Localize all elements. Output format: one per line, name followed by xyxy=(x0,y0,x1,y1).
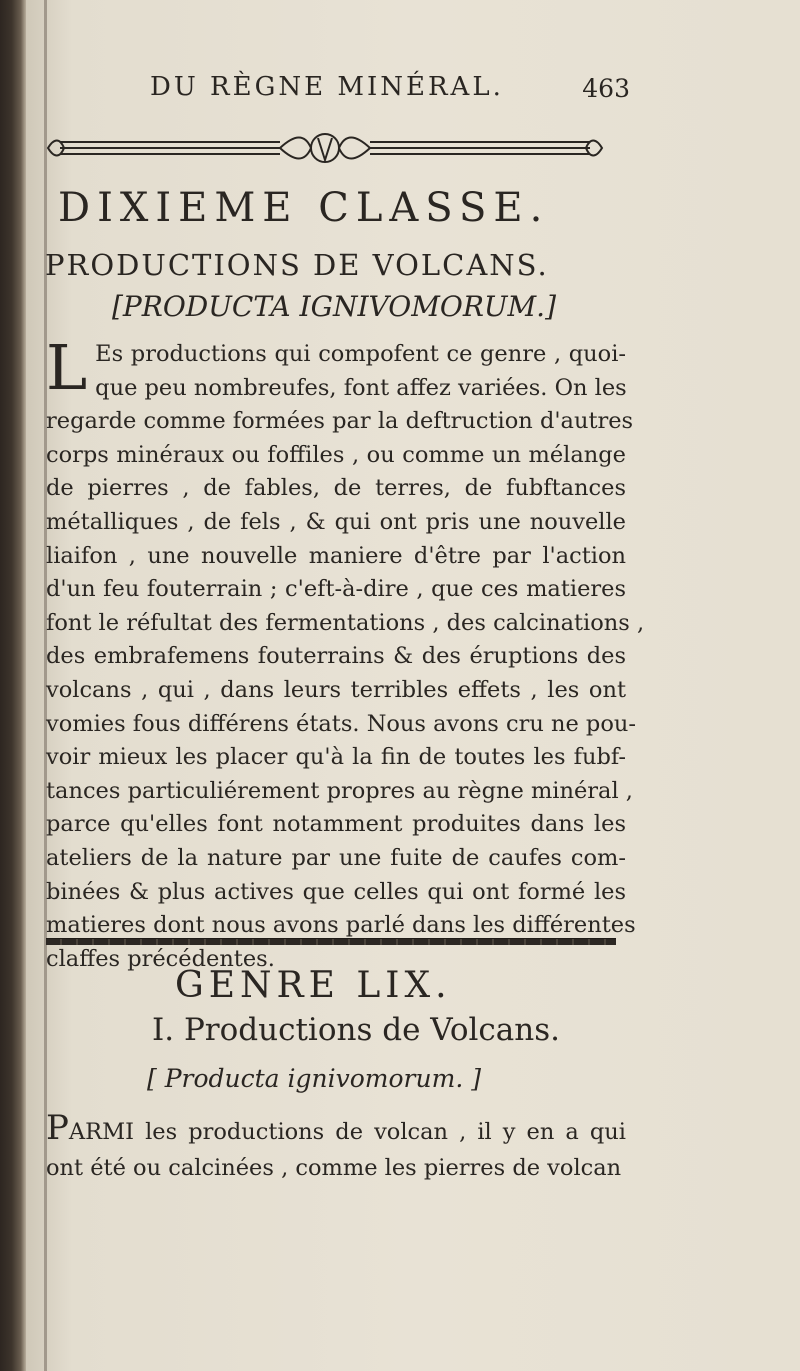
text-line: ont été ou calcinées , comme les pierres de volcan xyxy=(46,1155,622,1181)
text-line: voir mieux les placer qu'à la fin de toutes les fubf- xyxy=(46,744,626,771)
initial-letter: P xyxy=(46,1108,69,1148)
text-line: vomies fous différens états. Nous avons cru ne pou- xyxy=(46,710,636,737)
running-head xyxy=(120,72,630,112)
text-line: tances particuliérement propres au règne minéral , xyxy=(46,777,633,804)
text-line xyxy=(46,1110,626,1150)
text-line: binées & plus actives que celles qui ont formé les xyxy=(46,878,626,905)
text-line: de pierres , de fables, de terres, de fubftances xyxy=(46,475,626,502)
ornamental-divider xyxy=(40,130,610,166)
section-rule xyxy=(46,938,616,945)
page-number: 463 xyxy=(582,74,630,103)
text-line: corps minéraux ou foffiles , ou comme un mélange xyxy=(46,441,626,468)
drop-cap: L xyxy=(46,331,88,404)
genre-subtitle: I. Productions de Volcans. xyxy=(152,1012,560,1048)
text-line: d'un feu fouterrain ; c'eft-à-dire , que ces matieres xyxy=(46,576,626,603)
text-line: Es productions qui compofent ce genre , quoi- xyxy=(95,341,626,367)
text-line: des embrafemens fouterrains & des éruptions des xyxy=(46,643,626,670)
genre-title: GENRE LIX. xyxy=(175,965,452,1006)
text-line: que peu nombreufes, font affez variées. On les xyxy=(95,374,627,401)
text-line: matieres dont nous avons parlé dans les différentes xyxy=(46,912,636,939)
genre-paragraph xyxy=(46,1110,626,1186)
text-line: font le réfultat des fermentations , des calcinations , xyxy=(46,609,645,636)
first-word: ARMI xyxy=(68,1119,135,1145)
text-line: regarde comme formées par la deftruction d'autres xyxy=(46,408,634,435)
text-line: claffes précédentes. xyxy=(46,945,275,972)
text-line: liaifon , une nouvelle maniere d'être par l'action xyxy=(46,542,626,569)
genre-latin-title: [ Producta ignivomorum. ] xyxy=(147,1064,481,1093)
intro-paragraph xyxy=(46,331,645,976)
text-line: ateliers de la nature par une fuite de caufes com- xyxy=(46,844,626,871)
text-line: volcans , qui , dans leurs terribles effets , les ont xyxy=(46,676,626,703)
text-line: parce qu'elles font notamment produites dans les xyxy=(46,811,626,838)
running-title: DU RÈGNE MINÉRAL. xyxy=(150,72,504,102)
latin-title: [PRODUCTA IGNIVOMORUM.] xyxy=(112,290,557,323)
text-fragment: les productions de volcan , il y en a qui xyxy=(134,1119,626,1145)
book-spine xyxy=(0,0,26,1371)
section-title: PRODUCTIONS DE VOLCANS. xyxy=(45,248,549,282)
text-line: métalliques , de fels , & qui ont pris une nouvelle xyxy=(46,508,626,535)
class-title: DIXIEME CLASSE. xyxy=(58,185,550,231)
